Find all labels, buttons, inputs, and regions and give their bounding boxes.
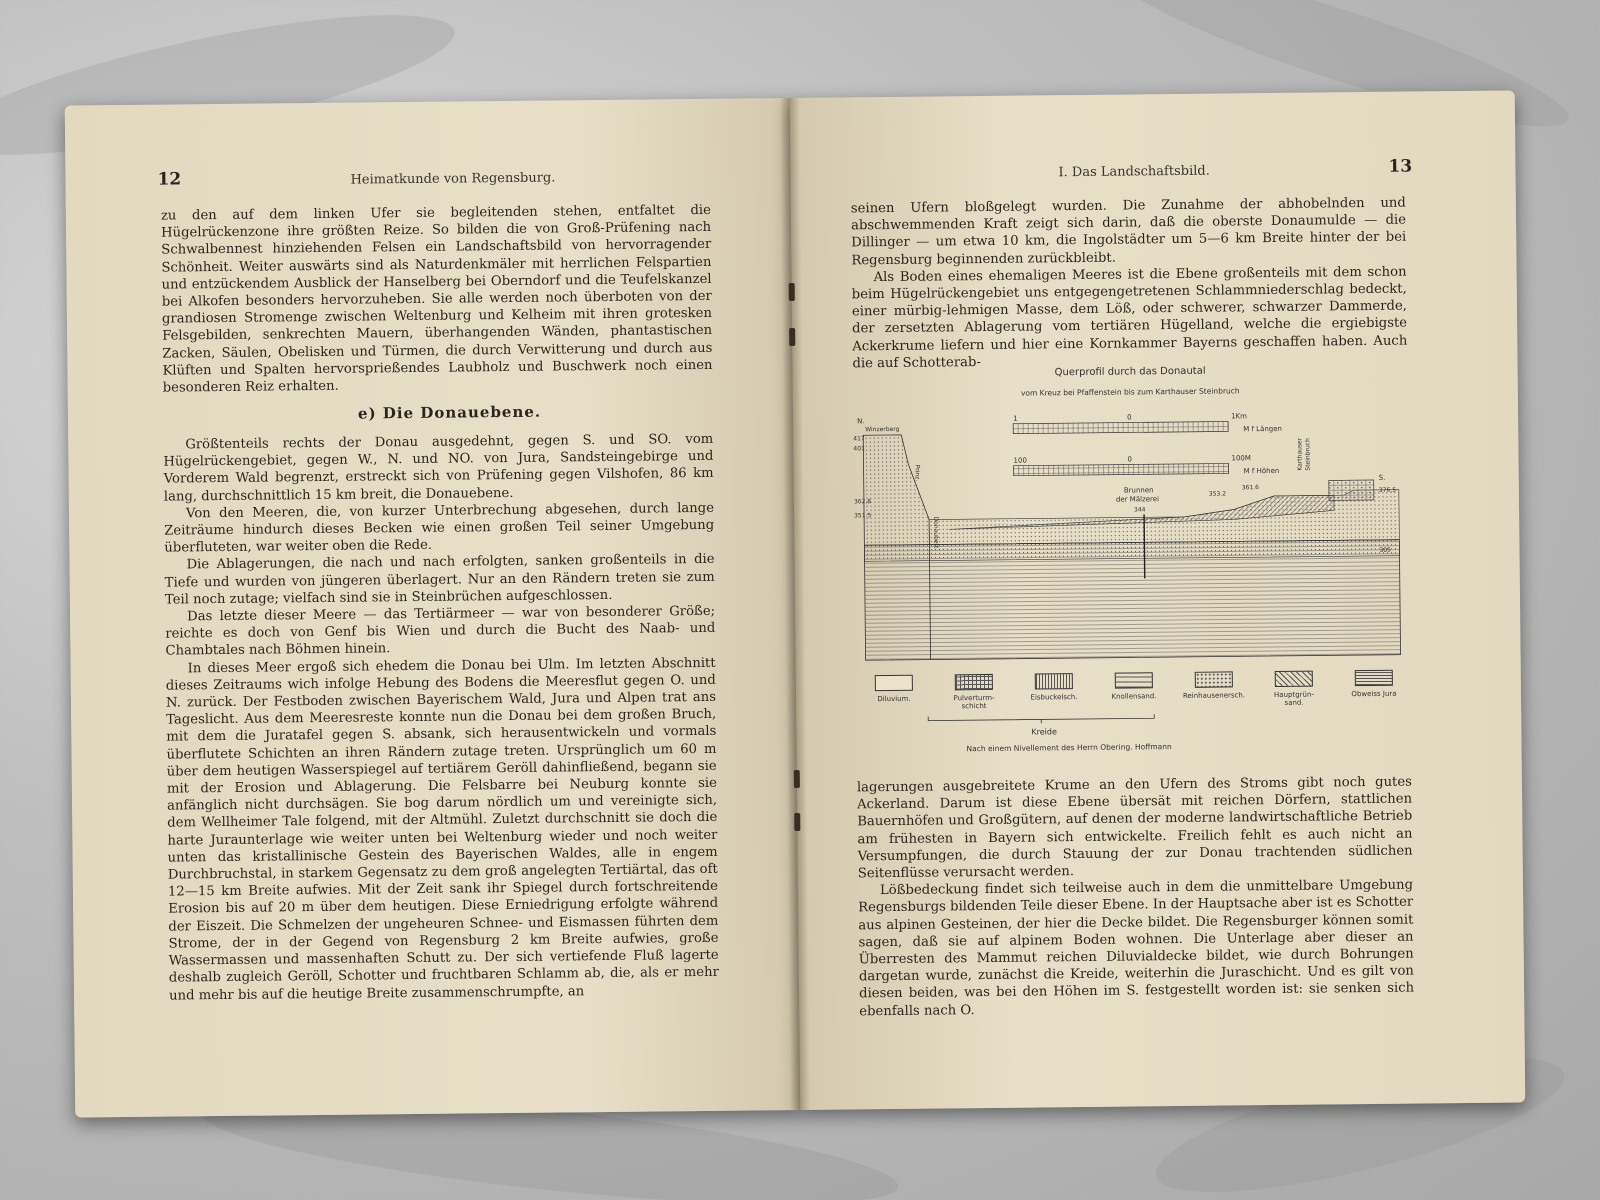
legend-item — [948, 674, 1000, 711]
paragraph: seinen Ufern bloßgelegt wurden. Die Zunahme der abhobelnden und abschwemmenden Kraft zeigt sich darin, daß die oberste Donaumulde — die Dillinger — um etwa 10 km, die Ingolstädter um 5—6 km Breite hinter der bei Regensburg beginnenden zurückbleibt. — [850, 195, 1407, 268]
scale-label: M f Höhen — [1243, 466, 1280, 476]
cross-section-diagram — [853, 400, 1411, 666]
legend-item — [1348, 670, 1400, 707]
paragraph: Als Boden eines ehemaligen Meeres ist die Ebene großenteils mit dem schon beim Hügelrückengebiet uns entgegengetretenen Schlammniederschlag bedeckt, einer mürbig-lehmigen Masse, dem Löß, oder schwerer, schwarzer Dammerde, der zersetzten Ablagerung vom tertiären Hügelland, welche die ergiebigste Ackerkrume liefern und hier eine Kornkammer Bayerns geschaffen haben. Auch die auf Schotterab- — [851, 264, 1408, 372]
binding-stitch — [789, 283, 795, 301]
legend-swatch — [1355, 670, 1393, 686]
fig-label: Brunnen — [1123, 486, 1154, 495]
fig-label: Steinbruch — [1304, 438, 1312, 471]
page-number: 12 — [157, 169, 182, 190]
paragraph: In dieses Meer ergoß sich ehedem die Donau bei Ulm. Im letzten Abschnitt dieses Zeitraums wich infolge Hebung des Bodens die Meeresflut gegen O. und N. zurück. Der Festboden zwischen Bayerischem Wald, Jura und Alpen trat ans Tageslicht. Aus dem Meeresreste konnte nun die Donau bei dem großen Bruch, mit dem die Juratafel gegen S. absank, sich herausentwickeln und vormals überflutete Schichten an ihren Rändern zutage treten. Ursprünglich um 60 m über dem heutigen Wasserspiegel auf tertiärem Geröll dahinfließend, begann sie mit der Erosion und Ablagerung. Die Felsbarre bei Neuburg konnte sie anfänglich nicht durchsägen. Sie bog darum nördlich um und vereinigte sich, dem Wellheimer Tale folgend, mit der Altmühl. Zuletzt durchschnitt sie doch die harte Juraunterlage wie weiter unten bei Weltenburg wieder und noch weiter unten das kristallinische Gestein des Bayerischen Waldes, alle in engem Durchbruchstal, in starkem Gegensatz zu dem groß angelegten Tertiärtal, das oft 12—15 km Breite aufwies. Mit der Zeit sank ihr Spiegel durch fortschreitende Erosion bis auf 20 m über dem heutigen. Diese Erniedrigung erfolgte während der Eiszeit. Die Schmelzen der ungeheuren Schnee- und Eismassen führten dem Strome, der in der Gegend von Regensburg 2 km Breite aufwies, große Wassermassen und massenhaften Schutt zu. Der sich vertiefende Fluß lagerte deshalb zugleich Geröll, Schotter und fruchtbaren Schlamm ab, die, als er mehr und mehr bis auf die heutige Breite zusammenschrumpfte, an — [165, 655, 719, 1004]
intro-text — [161, 202, 713, 397]
fig-label: 401 — [853, 445, 865, 453]
scale-label: 1Km — [1231, 412, 1247, 421]
legend-swatch — [1115, 672, 1153, 688]
length-scale — [1013, 412, 1282, 436]
kreide-bracket — [926, 712, 1156, 728]
fig-label: Winzerberg — [865, 425, 900, 434]
figure-legend — [868, 670, 1400, 712]
fig-label: 417 — [853, 435, 865, 443]
fig-label: 353.2 — [1208, 490, 1227, 498]
scale-label: 100M — [1231, 454, 1251, 463]
fig-label: 361.6 — [1241, 484, 1260, 492]
legend-label: Reinhausenersch. — [1182, 691, 1246, 700]
kreide-label: Kreide — [1031, 727, 1057, 737]
running-head: Heimatkunde von Regensburg. — [350, 170, 556, 188]
binding-stitch — [794, 813, 800, 831]
legend-label: Eisbuckelsch. — [1030, 693, 1078, 702]
fig-label: 305 — [1379, 546, 1391, 554]
section-heading: e) Die Donauebene. — [357, 402, 542, 423]
paragraph: zu den auf dem linken Ufer sie begleitenden stehen, entfaltet die Hügelrückenzone ihre größten Reize. So bilden die von Groß-Prüfening nach Schwalbennest hinziehenden Felsen ein Landschaftsbild von hervorragender Schönheit. Weiter auswärts sind als Naturdenkmäler mit herrlichen Felspartien und entzückendem Ausblick der Hanselberg bei Oberndorf und die Teufelskanzel bei Alkofen besonders hervorzuheben. Sie alle werden noch überboten von der grandiosen Stromenge zwischen Weltenburg und Kelheim mit ihren grotesken Felsgebilden, senkrechten Mauern, überhangenden Wänden, phantastischen Zacken, Säulen, Obelisken und Türmen, die durch Verwitterung und durch aus Klüften und Spalten hervorsprießendes Laubholz und Buschwerk noch einen besonderen Reiz erhalten. — [160, 202, 713, 396]
legend-item — [868, 675, 920, 712]
paragraph: Die Ablagerungen, die nach und nach erfolgten, sanken großenteils in die Tiefe und wurden von jüngeren überlagert. Nur an den Rändern treten sie zum Teil noch zutage; vielfach sind sie in Steinbrüchen aufgeschlossen. — [164, 552, 715, 608]
legend-label: Obweiss Jura — [1351, 689, 1397, 699]
legend-swatch — [955, 674, 993, 690]
legend-swatch — [1275, 671, 1313, 687]
fig-label: 344 — [1133, 506, 1146, 514]
figure-subtitle: vom Kreuz bei Pfaffenstein bis zum Karthauser Steinbruch — [1020, 386, 1240, 398]
open-book — [65, 90, 1526, 1117]
figure-note: Nach einem Nivellement des Herrn Obering. Hoffmann — [966, 742, 1172, 754]
paragraph: lagerungen ausgebreitete Krume an den Ufern des Stroms gibt noch gutes Ackerland. Darum ist diese Ebene übersät mit reichen Dörfern, stattlichen Bauernhöfen und Großgütern, auf denen der moderne landwirtschaftliche Betrieb am frühesten in Bayern sich entwickelte. Freilich fehlt es auch nicht an Versumpfungen, die durch Stauung der zur Donau trachtenden südlichen Seitenflüsse verursacht werden. — [856, 774, 1413, 882]
legend-item — [1182, 671, 1246, 708]
bottom-text — [857, 774, 1414, 1021]
scale-label: 1 — [1013, 414, 1018, 423]
legend-swatch — [875, 675, 913, 691]
scale-label: 0 — [1127, 455, 1133, 464]
legend-label: Hauptgrün-sand. — [1273, 690, 1314, 707]
fig-label: N. — [857, 417, 865, 426]
legend-label: Diluvium. — [877, 694, 911, 704]
paragraph: Lößbedeckung findet sich teilweise auch in dem die unmittelbare Umgebung Regensburgs bildenden Teile dieser Ebene. In der Hauptsache aber ist es Schotter aus alpinen Gesteinen, der hier die Decke bildet. Die Regensburger können somit sagen, daß sie auf alpinem Boden wohnen. Die Unterlage aber dieser an Überresten des Mammut reichen Diluvialdecke bildet, wie durch Bohrungen dargetan wurde, zunächst die Kreide, weiterhin die Juraschicht. Und es gilt von diesen beiden, was bei den Höhen im S. festgestellt worden ist: sie senken sich ebenfalls nach O. — [858, 877, 1415, 1019]
fig-label: S. — [1378, 473, 1386, 482]
legend-swatch — [1195, 671, 1233, 687]
legend-item — [1028, 673, 1080, 710]
left-page — [65, 98, 801, 1118]
paragraph: Größtenteils rechts der Donau ausgedehnt, gegen S. und SO. vom Hügelrückengebiet, gegen W., N. und NO. von Jura, Sandsteingebirge und Vorderem Wald begrenzt, erstreckt sich von Prüfening gegen Vilshofen, 86 km lang, durchschnittlich 15 km breit, die Donauebene. — [163, 431, 714, 505]
binding-stitch — [794, 770, 800, 788]
running-head: I. Das Landschaftsbild. — [1058, 163, 1210, 181]
binding-stitch — [789, 328, 795, 346]
paragraph: Von den Meeren, die, von kurzer Unterbrechung abgesehen, durch lange Zeiträume hindurch dieses Becken wie einen großen Teil seiner Umgebung überfluteten, war weiter oben die Rede. — [164, 500, 715, 556]
page-number: 13 — [1388, 156, 1413, 177]
paragraph: Das letzte dieser Meere — das Tertiärmeer — war von besonderer Größe; reichte es doch von Genf bis Wien und durch die Bucht des Naab- und Chambtales nach Böhmen hinein. — [165, 603, 716, 660]
fig-label: der Mälzerei — [1115, 495, 1160, 504]
scale-label: M f Längen — [1243, 424, 1283, 434]
scale-label: 100 — [1013, 456, 1027, 465]
section-body — [163, 431, 719, 1004]
fig-label: Karthauser — [1296, 437, 1304, 471]
figure-title: Querprofil durch das Donautal — [1054, 365, 1206, 379]
fig-label: 351.5 — [854, 512, 872, 520]
top-text — [851, 195, 1408, 373]
legend-item — [1268, 671, 1320, 708]
right-page — [790, 90, 1526, 1110]
fig-label: Donaubett — [932, 516, 940, 549]
legend-item — [1108, 672, 1160, 709]
fig-label: 362.8 — [853, 498, 872, 506]
scale-label: 0 — [1127, 413, 1132, 422]
fig-label: Prinz. — [913, 464, 921, 482]
cross-section-figure — [853, 364, 1412, 755]
fig-label: 376.5 — [1378, 486, 1397, 494]
legend-label: Knollensand. — [1111, 692, 1157, 701]
legend-label: Pulverturm-schicht — [953, 693, 995, 711]
height-scale — [1013, 454, 1279, 478]
legend-swatch — [1035, 673, 1073, 689]
